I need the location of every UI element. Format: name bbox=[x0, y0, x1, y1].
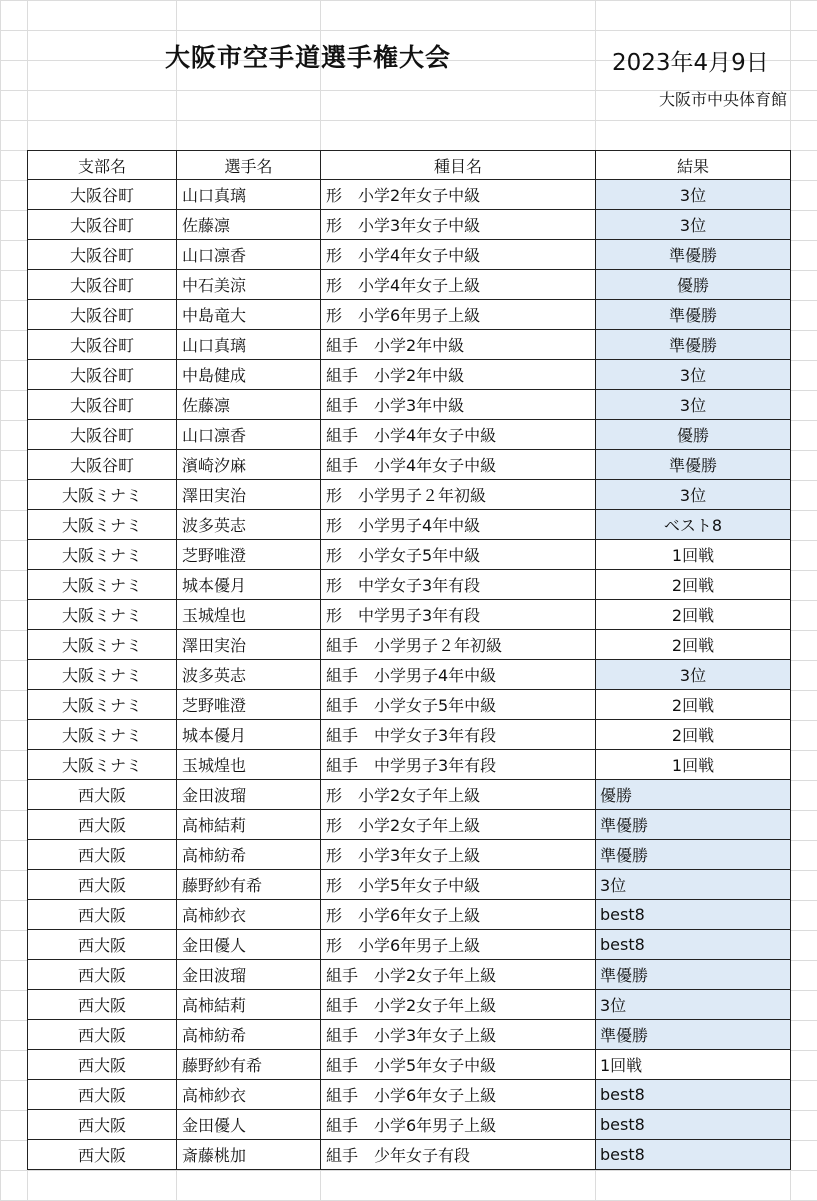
branch-cell[interactable]: 大阪ミナミ bbox=[28, 540, 177, 570]
branch-cell[interactable]: 西大阪 bbox=[28, 1140, 177, 1170]
venue-label: 大阪市中央体育館 bbox=[658, 90, 787, 109]
table-row bbox=[28, 240, 791, 270]
result-cell[interactable]: best8 bbox=[596, 930, 791, 960]
branch-cell[interactable]: 西大阪 bbox=[28, 960, 177, 990]
event-cell[interactable]: 形 小学2年女子中級 bbox=[321, 180, 596, 210]
event-cell[interactable]: 組手 小学4年女子中級 bbox=[321, 420, 596, 450]
event-cell[interactable]: 組手 小学女子5年中級 bbox=[321, 690, 596, 720]
branch-cell[interactable]: 西大阪 bbox=[28, 1110, 177, 1140]
result-cell[interactable]: 1回戦 bbox=[596, 1050, 791, 1080]
athlete-name-cell[interactable]: 佐藤凛 bbox=[177, 390, 321, 420]
table-row bbox=[28, 1140, 791, 1170]
table-row bbox=[28, 570, 791, 600]
result-cell[interactable]: 2回戦 bbox=[596, 630, 791, 660]
table-row bbox=[28, 900, 791, 930]
athlete-name-cell[interactable]: 中島健成 bbox=[177, 360, 321, 390]
result-cell[interactable]: 3位 bbox=[596, 990, 791, 1020]
result-cell[interactable]: 3位 bbox=[596, 180, 791, 210]
event-cell[interactable]: 組手 小学3年中級 bbox=[321, 390, 596, 420]
table-row bbox=[28, 720, 791, 750]
athlete-name-cell[interactable]: 藤野紗有希 bbox=[177, 870, 321, 900]
table-row bbox=[28, 840, 791, 870]
event-cell[interactable]: 形 中学女子3年有段 bbox=[321, 570, 596, 600]
table-row bbox=[28, 690, 791, 720]
table-row bbox=[28, 810, 791, 840]
athlete-name-cell[interactable]: 金田優人 bbox=[177, 930, 321, 960]
event-cell[interactable]: 組手 小学3年女子上級 bbox=[321, 1020, 596, 1050]
table-row bbox=[28, 1110, 791, 1140]
branch-cell[interactable]: 西大阪 bbox=[28, 780, 177, 810]
result-cell[interactable]: 優勝 bbox=[596, 780, 791, 810]
branch-cell[interactable]: 西大阪 bbox=[28, 930, 177, 960]
event-cell[interactable]: 形 小学2女子年上級 bbox=[321, 810, 596, 840]
athlete-name-cell[interactable]: 波多英志 bbox=[177, 660, 321, 690]
event-cell[interactable]: 形 小学4年女子中級 bbox=[321, 240, 596, 270]
athlete-name-cell[interactable]: 中島竜大 bbox=[177, 300, 321, 330]
branch-cell[interactable]: 大阪谷町 bbox=[28, 210, 177, 240]
athlete-name-cell[interactable]: 澤田実治 bbox=[177, 630, 321, 660]
athlete-name-cell[interactable]: 濱崎汐麻 bbox=[177, 450, 321, 480]
result-cell[interactable]: 準優勝 bbox=[596, 960, 791, 990]
result-cell[interactable]: 3位 bbox=[596, 660, 791, 690]
athlete-name-cell[interactable]: 山口凛香 bbox=[177, 240, 321, 270]
athlete-name-cell[interactable]: 山口凛香 bbox=[177, 420, 321, 450]
branch-cell[interactable]: 大阪谷町 bbox=[28, 390, 177, 420]
event-cell[interactable]: 形 小学2女子年上級 bbox=[321, 780, 596, 810]
event-cell[interactable]: 組手 小学5年女子中級 bbox=[321, 1050, 596, 1080]
result-cell[interactable]: 準優勝 bbox=[596, 840, 791, 870]
event-date: 2023年4月9日 bbox=[612, 50, 769, 76]
table-row bbox=[28, 660, 791, 690]
table-row bbox=[28, 540, 791, 570]
athlete-name-cell[interactable]: 佐藤凛 bbox=[177, 210, 321, 240]
table-row bbox=[28, 420, 791, 450]
result-cell[interactable]: 3位 bbox=[596, 870, 791, 900]
event-cell[interactable]: 形 小学男子4年中級 bbox=[321, 510, 596, 540]
result-cell[interactable]: 1回戦 bbox=[596, 540, 791, 570]
branch-cell[interactable]: 大阪谷町 bbox=[28, 240, 177, 270]
event-cell[interactable]: 形 中学男子3年有段 bbox=[321, 600, 596, 630]
athlete-name-cell[interactable]: 城本優月 bbox=[177, 570, 321, 600]
branch-cell[interactable]: 大阪谷町 bbox=[28, 180, 177, 210]
table-row bbox=[28, 630, 791, 660]
branch-cell[interactable]: 西大阪 bbox=[28, 840, 177, 870]
event-cell[interactable]: 組手 中学男子3年有段 bbox=[321, 750, 596, 780]
event-cell[interactable]: 組手 小学2年中級 bbox=[321, 360, 596, 390]
athlete-name-cell[interactable]: 高柿紗衣 bbox=[177, 900, 321, 930]
branch-cell[interactable]: 大阪ミナミ bbox=[28, 630, 177, 660]
branch-cell[interactable]: 大阪ミナミ bbox=[28, 720, 177, 750]
result-cell[interactable]: 準優勝 bbox=[596, 810, 791, 840]
branch-cell[interactable]: 大阪谷町 bbox=[28, 360, 177, 390]
table-row bbox=[28, 1080, 791, 1110]
athlete-name-cell[interactable]: 金田波瑠 bbox=[177, 960, 321, 990]
result-cell[interactable]: best8 bbox=[596, 1140, 791, 1170]
header-row bbox=[28, 151, 791, 180]
branch-cell[interactable]: 西大阪 bbox=[28, 810, 177, 840]
branch-cell[interactable]: 大阪谷町 bbox=[28, 330, 177, 360]
athlete-name-cell[interactable]: 芝野唯澄 bbox=[177, 540, 321, 570]
result-cell[interactable]: 準優勝 bbox=[596, 240, 791, 270]
athlete-name-cell[interactable]: 玉城煌也 bbox=[177, 750, 321, 780]
event-cell[interactable]: 形 小学6年女子上級 bbox=[321, 900, 596, 930]
result-cell[interactable]: ベスト8 bbox=[596, 510, 791, 540]
branch-cell[interactable]: 大阪谷町 bbox=[28, 300, 177, 330]
page-title: 大阪市空手道選手権大会 bbox=[165, 43, 452, 72]
result-cell[interactable]: 2回戦 bbox=[596, 720, 791, 750]
branch-cell[interactable]: 大阪ミナミ bbox=[28, 750, 177, 780]
branch-cell[interactable]: 西大阪 bbox=[28, 990, 177, 1020]
branch-cell[interactable]: 西大阪 bbox=[28, 870, 177, 900]
table-row bbox=[28, 210, 791, 240]
event-cell[interactable]: 形 小学3年女子上級 bbox=[321, 840, 596, 870]
result-cell[interactable]: 準優勝 bbox=[596, 300, 791, 330]
event-cell[interactable]: 組手 小学6年男子上級 bbox=[321, 1110, 596, 1140]
table-row bbox=[28, 870, 791, 900]
athlete-name-cell[interactable]: 斎藤桃加 bbox=[177, 1140, 321, 1170]
event-cell[interactable]: 組手 小学4年女子中級 bbox=[321, 450, 596, 480]
athlete-name-cell[interactable]: 高柿紗衣 bbox=[177, 1080, 321, 1110]
result-cell[interactable]: best8 bbox=[596, 900, 791, 930]
event-cell[interactable]: 形 小学4年女子上級 bbox=[321, 270, 596, 300]
result-cell[interactable]: best8 bbox=[596, 1080, 791, 1110]
branch-cell[interactable]: 大阪谷町 bbox=[28, 420, 177, 450]
result-cell[interactable]: 1回戦 bbox=[596, 750, 791, 780]
table-row bbox=[28, 1020, 791, 1050]
event-cell[interactable]: 組手 中学女子3年有段 bbox=[321, 720, 596, 750]
branch-cell[interactable]: 大阪ミナミ bbox=[28, 510, 177, 540]
table-row bbox=[28, 1050, 791, 1080]
column-header-event[interactable]: 種目名 bbox=[321, 151, 596, 180]
result-cell[interactable]: 2回戦 bbox=[596, 600, 791, 630]
athlete-name-cell[interactable]: 澤田実治 bbox=[177, 480, 321, 510]
athlete-name-cell[interactable]: 玉城煌也 bbox=[177, 600, 321, 630]
event-cell[interactable]: 組手 小学男子２年初級 bbox=[321, 630, 596, 660]
result-cell[interactable]: 3位 bbox=[596, 360, 791, 390]
branch-cell[interactable]: 大阪谷町 bbox=[28, 270, 177, 300]
table-row bbox=[28, 450, 791, 480]
athlete-name-cell[interactable]: 藤野紗有希 bbox=[177, 1050, 321, 1080]
athlete-name-cell[interactable]: 城本優月 bbox=[177, 720, 321, 750]
athlete-name-cell[interactable]: 山口真璃 bbox=[177, 180, 321, 210]
event-cell[interactable]: 組手 小学2年中級 bbox=[321, 330, 596, 360]
result-cell[interactable]: 3位 bbox=[596, 390, 791, 420]
event-cell[interactable]: 形 小学6年男子上級 bbox=[321, 300, 596, 330]
result-cell[interactable]: 3位 bbox=[596, 210, 791, 240]
table-row bbox=[28, 330, 791, 360]
column-header-athlete[interactable]: 選手名 bbox=[177, 151, 321, 180]
table-row bbox=[28, 390, 791, 420]
branch-cell[interactable]: 大阪ミナミ bbox=[28, 480, 177, 510]
event-cell[interactable]: 組手 小学2女子年上級 bbox=[321, 990, 596, 1020]
branch-cell[interactable]: 大阪ミナミ bbox=[28, 660, 177, 690]
table-row bbox=[28, 600, 791, 630]
branch-cell[interactable]: 西大阪 bbox=[28, 1080, 177, 1110]
table-row bbox=[28, 360, 791, 390]
result-cell[interactable]: 優勝 bbox=[596, 270, 791, 300]
table-row bbox=[28, 270, 791, 300]
athlete-name-cell[interactable]: 波多英志 bbox=[177, 510, 321, 540]
branch-cell[interactable]: 西大阪 bbox=[28, 900, 177, 930]
branch-cell[interactable]: 大阪谷町 bbox=[28, 450, 177, 480]
athlete-name-cell[interactable]: 山口真璃 bbox=[177, 330, 321, 360]
event-cell[interactable]: 組手 少年女子有段 bbox=[321, 1140, 596, 1170]
event-cell[interactable]: 形 小学5年女子中級 bbox=[321, 870, 596, 900]
athlete-name-cell[interactable]: 高柿紡希 bbox=[177, 840, 321, 870]
branch-cell[interactable]: 大阪ミナミ bbox=[28, 690, 177, 720]
athlete-name-cell[interactable]: 高柿結莉 bbox=[177, 990, 321, 1020]
results-table bbox=[27, 150, 791, 1170]
event-cell[interactable]: 組手 小学男子4年中級 bbox=[321, 660, 596, 690]
result-cell[interactable]: best8 bbox=[596, 1110, 791, 1140]
branch-cell[interactable]: 西大阪 bbox=[28, 1020, 177, 1050]
branch-cell[interactable]: 西大阪 bbox=[28, 1050, 177, 1080]
result-cell[interactable]: 準優勝 bbox=[596, 330, 791, 360]
event-cell[interactable]: 形 小学3年女子中級 bbox=[321, 210, 596, 240]
table-row bbox=[28, 750, 791, 780]
result-cell[interactable]: 2回戦 bbox=[596, 570, 791, 600]
branch-cell[interactable]: 大阪ミナミ bbox=[28, 570, 177, 600]
result-cell[interactable]: 優勝 bbox=[596, 420, 791, 450]
athlete-name-cell[interactable]: 高柿結莉 bbox=[177, 810, 321, 840]
athlete-name-cell[interactable]: 高柿紡希 bbox=[177, 1020, 321, 1050]
table-row bbox=[28, 930, 791, 960]
athlete-name-cell[interactable]: 金田優人 bbox=[177, 1110, 321, 1140]
table-row bbox=[28, 480, 791, 510]
table-row bbox=[28, 780, 791, 810]
result-cell[interactable]: 3位 bbox=[596, 480, 791, 510]
result-cell[interactable]: 準優勝 bbox=[596, 1020, 791, 1050]
athlete-name-cell[interactable]: 芝野唯澄 bbox=[177, 690, 321, 720]
table-row bbox=[28, 510, 791, 540]
event-cell[interactable]: 形 小学女子5年中級 bbox=[321, 540, 596, 570]
event-cell[interactable]: 組手 小学2女子年上級 bbox=[321, 960, 596, 990]
column-header-result[interactable]: 結果 bbox=[596, 151, 791, 180]
table-row bbox=[28, 180, 791, 210]
athlete-name-cell[interactable]: 金田波瑠 bbox=[177, 780, 321, 810]
event-cell[interactable]: 形 小学6年男子上級 bbox=[321, 930, 596, 960]
table-row bbox=[28, 990, 791, 1020]
result-cell[interactable]: 2回戦 bbox=[596, 690, 791, 720]
table-row bbox=[28, 960, 791, 990]
branch-cell[interactable]: 大阪ミナミ bbox=[28, 600, 177, 630]
column-header-branch[interactable]: 支部名 bbox=[28, 151, 177, 180]
event-cell[interactable]: 形 小学男子２年初級 bbox=[321, 480, 596, 510]
result-cell[interactable]: 準優勝 bbox=[596, 450, 791, 480]
athlete-name-cell[interactable]: 中石美涼 bbox=[177, 270, 321, 300]
table-row bbox=[28, 300, 791, 330]
event-cell[interactable]: 組手 小学6年女子上級 bbox=[321, 1080, 596, 1110]
